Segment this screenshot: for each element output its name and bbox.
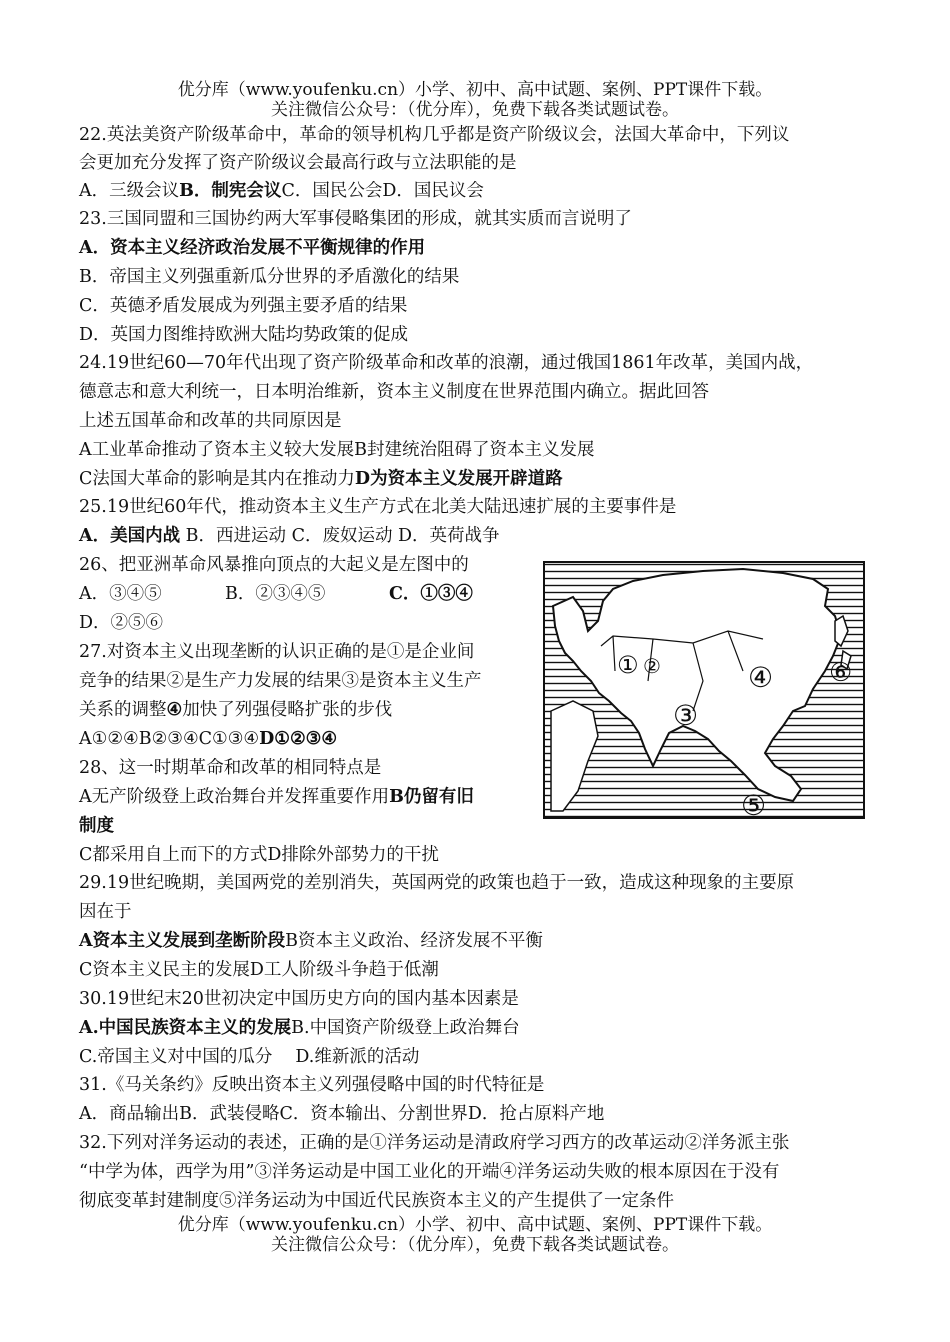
q27-option-d-answer: D①②③④ bbox=[259, 729, 338, 749]
footer-line-2: 关注微信公众号：（优分库），免费下载各类试题试卷。 bbox=[271, 1235, 679, 1255]
q28-option-a: A无产阶级登上政治舞台并发挥重要作用 bbox=[79, 787, 390, 807]
q28-stem: 28、这一时期革命和改革的相同特点是 bbox=[79, 758, 382, 778]
q22-option-a: A．三级会议 bbox=[79, 181, 180, 201]
q26-option-c-answer: C．①③④ bbox=[389, 584, 473, 604]
q25-options bbox=[79, 523, 500, 549]
q28-option-cd: C都采用自上而下的方式D排除外部势力的干扰 bbox=[79, 845, 439, 865]
footer-line-1: 优分库（www.youfenku.cn）小学、初中、高中试题、案例、PPT课件下载。 bbox=[177, 1215, 773, 1235]
q25-option-bcd: B．西进运动 C．废奴运动 D．英荷战争 bbox=[180, 526, 500, 546]
asia-map-figure bbox=[543, 561, 865, 819]
q23-option-d: D．英国力图维持欧洲大陆均势政策的促成 bbox=[79, 325, 409, 345]
page-footer bbox=[0, 1215, 950, 1255]
q22-stem-1: 22.英法美资产阶级革命中，革命的领导机构几乎都是资产阶级议会，法国大革命中，下列议 bbox=[79, 125, 790, 145]
q29-option-b: B资本主义政治、经济发展不平衡 bbox=[285, 931, 543, 951]
map-label-6: ⑥ bbox=[829, 658, 853, 688]
q27-stem-1: 27.对资本主义出现垄断的认识正确的是①是企业间 bbox=[79, 642, 475, 662]
map-label-3: ③ bbox=[673, 699, 699, 732]
q24-stem-2: 德意志和意大利统一，日本明治维新，资本主义制度在世界范围内确立。据此回答 bbox=[79, 382, 709, 402]
q27-stem-3-bold: ④ bbox=[166, 700, 183, 720]
q30-option-a-answer: A.中国民族资本主义的发展 bbox=[79, 1018, 292, 1038]
q26-option-b: B．②③④⑤ bbox=[225, 584, 326, 604]
map-label-4: ④ bbox=[748, 661, 774, 694]
q22-stem-2: 会更加充分发挥了资产阶级议会最高行政与立法职能的是 bbox=[79, 153, 517, 173]
q30-options-ab bbox=[79, 1015, 520, 1041]
q27-stem-3-start: 关系的调整 bbox=[79, 700, 167, 720]
q27-options bbox=[79, 726, 337, 752]
q24-stem-1: 24.19世纪60—70年代出现了资产阶级革命和改革的浪潮，通过俄国1861年改革，美国内战， bbox=[79, 353, 814, 373]
q27-stem-3 bbox=[79, 697, 392, 723]
q30-option-cd: C.帝国主义对中国的瓜分 D.维新派的活动 bbox=[79, 1047, 420, 1067]
q32-stem-1: 32.下列对洋务运动的表述，正确的是①洋务运动是清政府学习西方的改革运动②洋务派主张 bbox=[79, 1133, 790, 1153]
q26-option-d: D．②⑤⑥ bbox=[79, 613, 164, 633]
map-label-1: ① bbox=[617, 651, 639, 679]
q29-option-a-answer: A资本主义发展到垄断阶段 bbox=[79, 931, 286, 951]
q31-stem: 31.《马关条约》反映出资本主义列强侵略中国的时代特征是 bbox=[79, 1075, 545, 1095]
map-label-5: ⑤ bbox=[741, 789, 767, 819]
q23-option-b: B．帝国主义列强重新瓜分世界的矛盾激化的结果 bbox=[79, 267, 460, 287]
q27-stem-3-end: 加快了列强侵略扩张的步伐 bbox=[182, 700, 393, 720]
q24-option-ab: A工业革命推动了资本主义较大发展B封建统治阻碍了资本主义发展 bbox=[79, 440, 595, 460]
q24-stem-3: 上述五国革命和改革的共同原因是 bbox=[79, 411, 342, 431]
q24-option-c: C法国大革命的影响是其内在推动力 bbox=[79, 469, 355, 489]
q23-stem: 23.三国同盟和三国协约两大军事侵略集团的形成，就其实质而言说明了 bbox=[79, 209, 632, 229]
header-line-1: 优分库（www.youfenku.cn）小学、初中、高中试题、案例、PPT课件下载。 bbox=[177, 80, 773, 100]
q24-option-d-answer: D为资本主义发展开辟道路 bbox=[354, 469, 563, 489]
q27-option-abc: A①②④B②③④C①③④ bbox=[79, 729, 260, 749]
q29-stem-2: 因在于 bbox=[79, 902, 132, 922]
q24-options-cd bbox=[79, 466, 563, 492]
header-line-2: 关注微信公众号：（优分库），免费下载各类试题试卷。 bbox=[271, 100, 679, 120]
q29-stem-1: 29.19世纪晚期，美国两党的差别消失，英国两党的政策也趋于一致，造成这种现象的主要原 bbox=[79, 873, 795, 893]
map-label-2: ② bbox=[643, 654, 661, 678]
q28-option-b-answer: B仍留有旧 bbox=[389, 787, 474, 807]
page-header bbox=[0, 80, 950, 120]
q28-option-b-cont: 制度 bbox=[79, 816, 114, 836]
q32-stem-3: 彻底变革封建制度⑤洋务运动为中国近代民族资本主义的产生提供了一定条件 bbox=[79, 1191, 674, 1211]
q26-option-a: A．③④⑤ bbox=[79, 584, 162, 604]
q22-option-cd: C．国民公会D．国民议会 bbox=[281, 181, 484, 201]
q29-options-ab bbox=[79, 928, 543, 954]
q31-options: A．商品输出B．武装侵略C．资本输出、分割世界D．抢占原料产地 bbox=[79, 1104, 605, 1124]
q23-option-a-answer: A．资本主义经济政治发展不平衡规律的作用 bbox=[79, 238, 426, 258]
q23-option-c: C．英德矛盾发展成为列强主要矛盾的结果 bbox=[79, 296, 408, 316]
q28-options-ab bbox=[79, 784, 474, 810]
q26-options bbox=[79, 581, 473, 607]
q29-option-cd: C资本主义民主的发展D工人阶级斗争趋于低潮 bbox=[79, 960, 439, 980]
q30-option-b: B.中国资产阶级登上政治舞台 bbox=[291, 1018, 520, 1038]
q26-stem: 26、把亚洲革命风暴推向顶点的大起义是左图中的 bbox=[79, 555, 469, 575]
q30-stem: 30.19世纪末20世初决定中国历史方向的国内基本因素是 bbox=[79, 989, 519, 1009]
q25-stem: 25.19世纪60年代，推动资本主义生产方式在北美大陆迅速扩展的主要事件是 bbox=[79, 497, 677, 517]
q25-option-a-answer: A．美国内战 bbox=[79, 526, 181, 546]
q27-stem-2: 竞争的结果②是生产力发展的结果③是资本主义生产 bbox=[79, 671, 482, 691]
q32-stem-2: “中学为体，西学为用”③洋务运动是中国工业化的开端④洋务运动失败的根本原因在于没有 bbox=[79, 1162, 780, 1182]
q22-option-b-answer: B．制宪会议 bbox=[179, 181, 282, 201]
q22-options bbox=[79, 178, 484, 204]
